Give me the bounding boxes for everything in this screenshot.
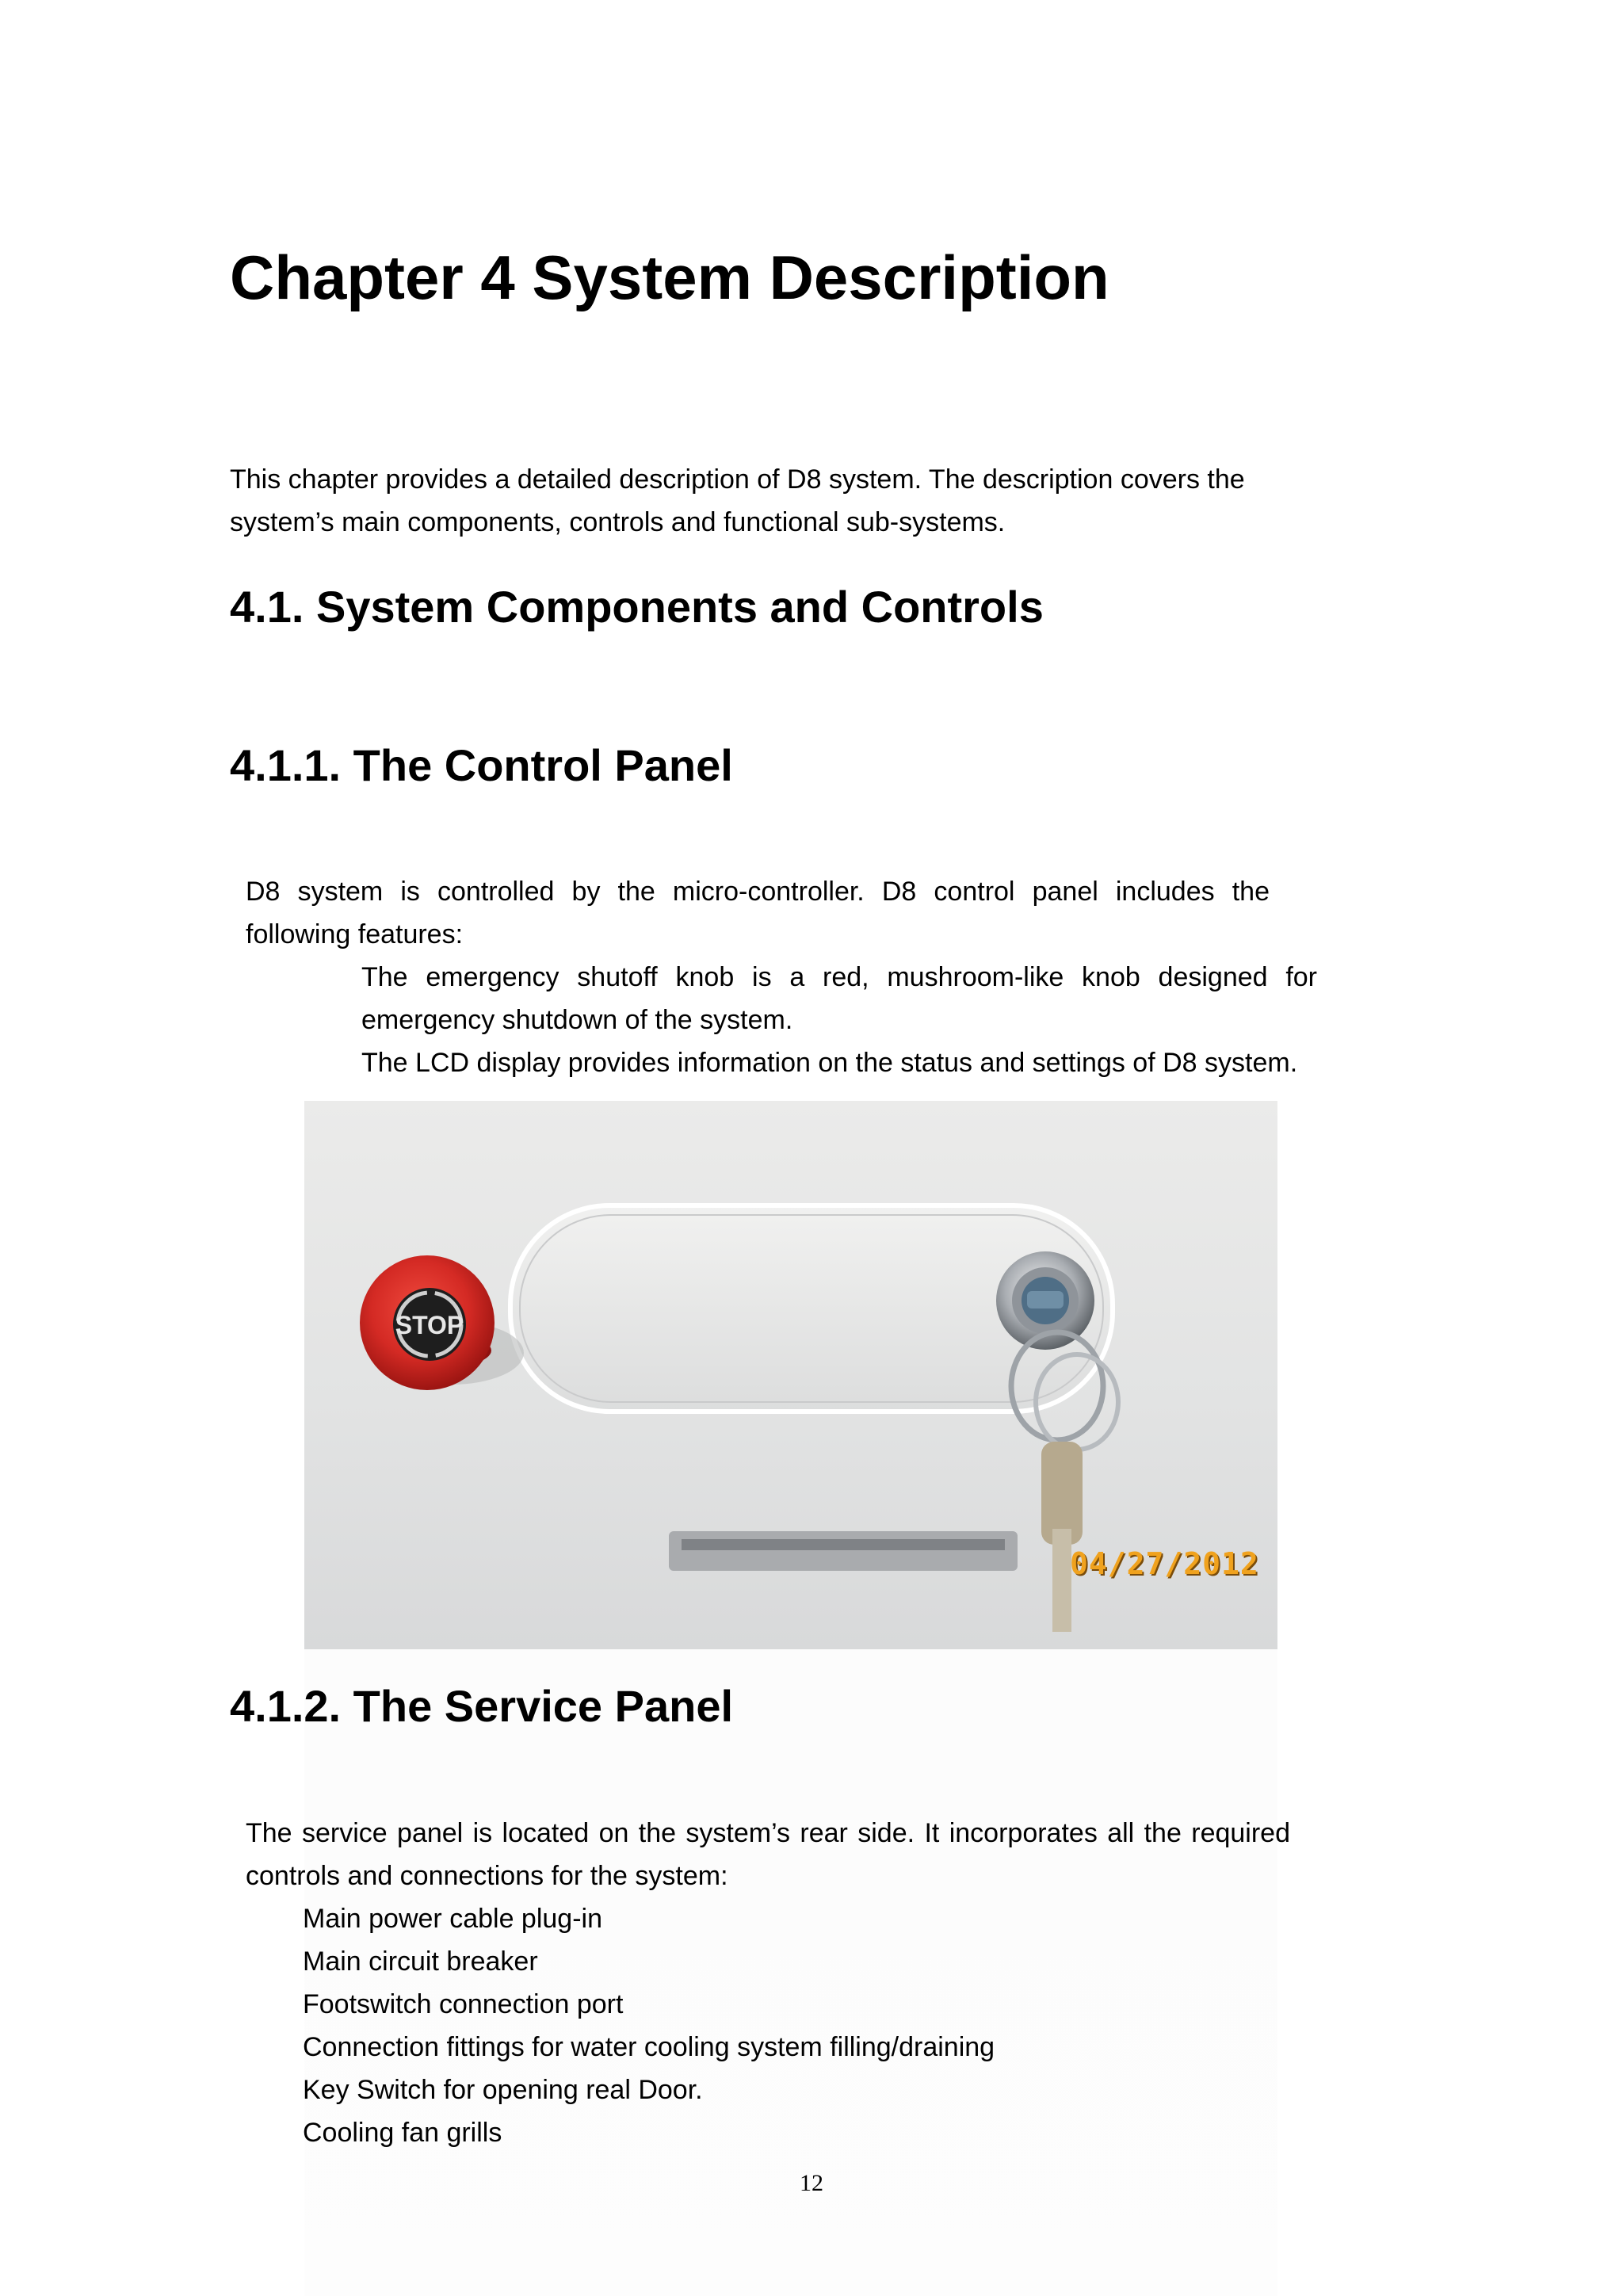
section-heading-4-1: 4.1. System Components and Controls [230,582,1044,632]
feature-lcd-display: The LCD display provides information on the status and settings of D8 system. [361,1048,1298,1078]
service-panel-paragraph: The service panel is located on the system’s rear side. It incorporates all the required controls and connections for the system: [246,1818,1290,1891]
list-item: Main power cable plug-in [303,1904,602,1934]
control-panel-paragraph: D8 system is controlled by the micro-controller. D8 control panel includes the following features: [246,877,1270,949]
list-item: Connection fittings for water cooling system filling/draining [303,2032,995,2062]
intro-line-2: system’s main components, controls and functional sub-systems. [230,507,1006,537]
page-number: 12 [800,2170,823,2196]
list-item: Cooling fan grills [303,2118,502,2148]
stop-label: STOP [395,1311,464,1339]
list-item: Main circuit breaker [303,1946,538,1977]
section-heading-4-1-1: 4.1.1. The Control Panel [230,740,733,790]
service-panel-list [303,1897,995,2154]
intro-paragraph [230,458,1363,544]
list-item: Key Switch for opening real Door. [303,2075,703,2105]
photo-date-stamp: 04/27/2012 [1070,1546,1259,1581]
list-item: Footswitch connection port [303,1989,624,2019]
intro-line-1: This chapter provides a detailed description of D8 system. The description covers the [230,464,1245,495]
section-heading-4-1-2: 4.1.2. The Service Panel [230,1681,734,1731]
control-panel-photo [304,1101,1277,1649]
feature-emergency-shutoff: The emergency shutoff knob is a red, mushroom-like knob designed for emergency shutdown of the system. [361,962,1317,1035]
chapter-title: Chapter 4 System Description [230,243,1109,312]
